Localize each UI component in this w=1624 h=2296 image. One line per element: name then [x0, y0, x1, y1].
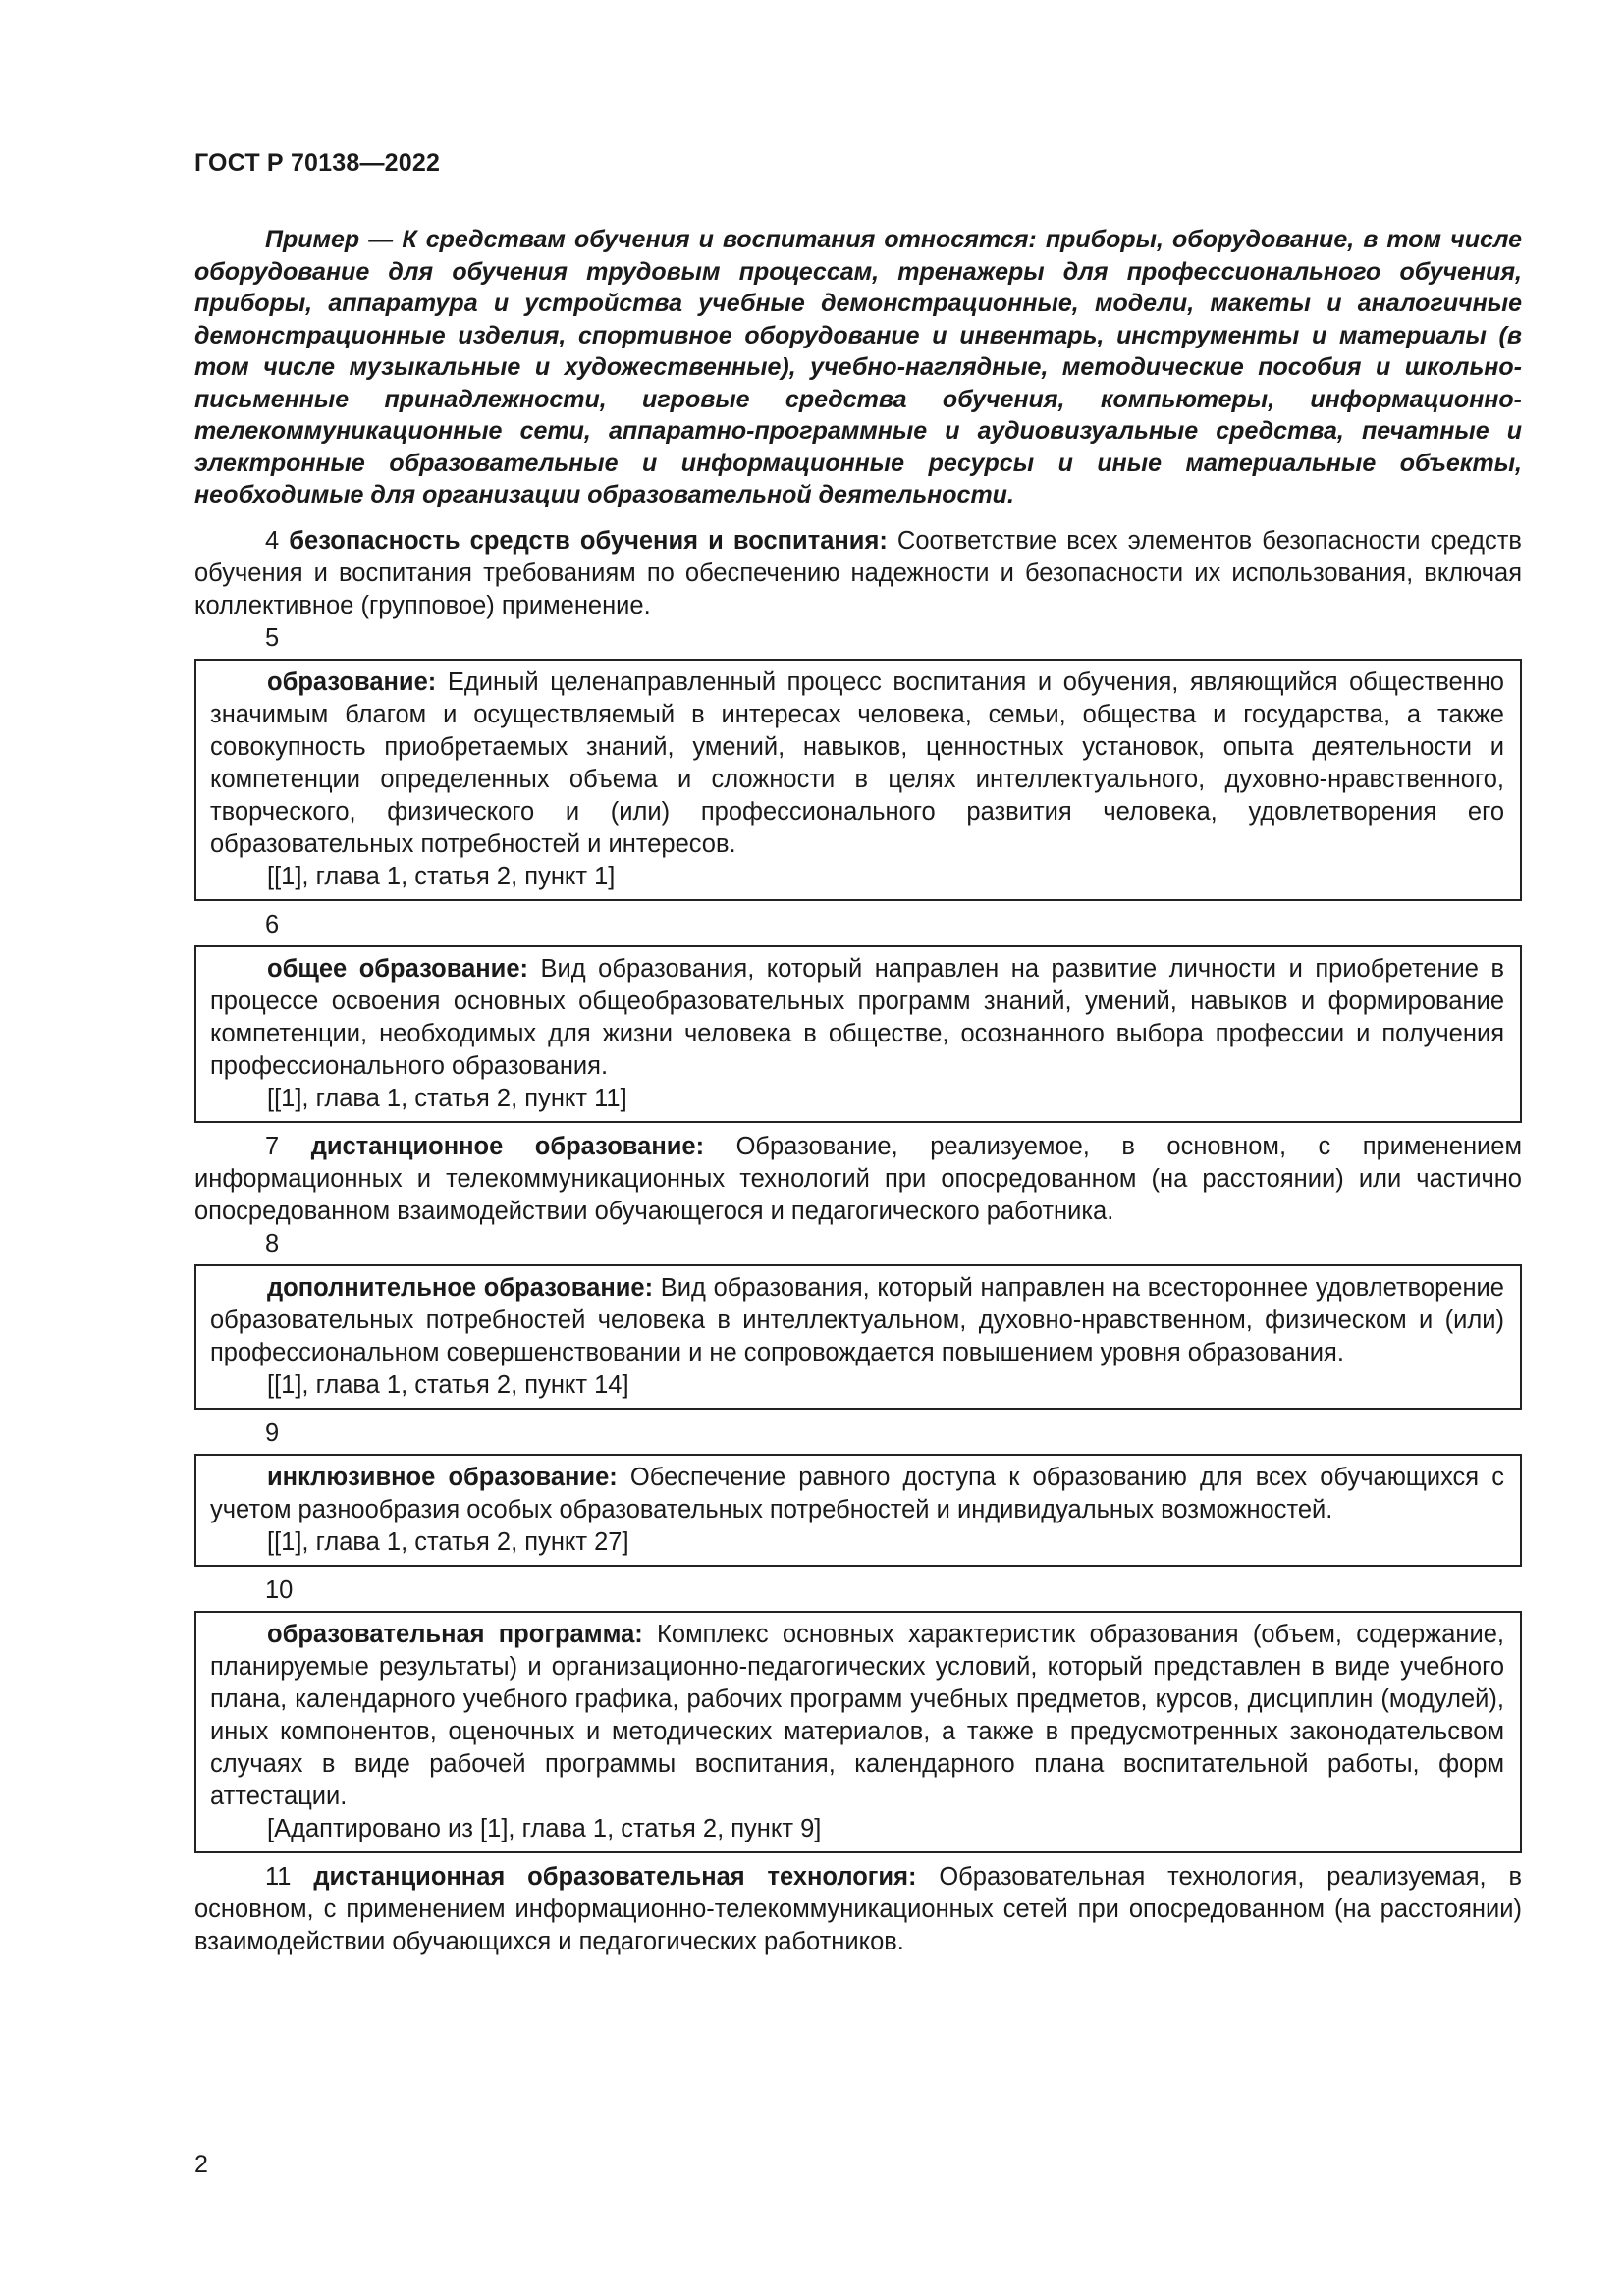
term-name: дополнительное образование:	[267, 1273, 654, 1302]
term-box-9	[194, 1454, 1522, 1567]
term-definition: Комплекс основных характеристик образования (объем, содержание, планируемые результаты) и организационно-педагогических условий, который представлен в виде учебного плана, календарного учебного графика, рабочих программ учебных предметов, курсов, дисциплин (модулей), иных компонентов, оценочных и методических материалов, а также в предусмотренных законодательсвом случаях в виде рабочей программы воспитания, календарного плана воспитательной работы, форм аттестации.	[210, 1620, 1504, 1810]
term-definition: Единый целенаправленный процесс воспитания и обучения, являющийся общественно значимым благом и осуществляемый в интересах человека, семьи, общества и государства, а также совокупность приобретаемых знаний, умений, навыков, ценностных установок, опыта деятельности и компетенции определенных объема и сложности в целях интеллектуального, духовно-нравственного, творческого, физического и (или) профессионального развития человека, удовлетворения его образовательных потребностей и интересов.	[210, 667, 1504, 858]
entry-number-8: 8	[265, 1229, 280, 1257]
term-source: [[1], глава 1, статья 2, пункт 14]	[267, 1370, 629, 1399]
term-name: безопасность средств обучения и воспитания:	[289, 526, 888, 555]
term-definition: Обеспечение равного доступа к образованию для всех обучающихся с учетом разнообразия особых образовательных потребностей и индивидуальных возможностей.	[210, 1463, 1504, 1523]
term-name: образовательная программа:	[267, 1620, 643, 1648]
term-name: дистанционное образование:	[310, 1132, 705, 1160]
term-definition: Вид образования, который направлен на развитие личности и приобретение в процессе освоения основных общеобразовательных программ знаний, умений, навыков и формирование компетенции, необходимых для жизни человека в обществе, осознанного выбора профессии и получения профессионального образования.	[210, 954, 1505, 1080]
term-definition: Образование, реализуемое, в основном, с применением информационных и телекоммуникационных технологий при опосредованном (на расстоянии) или частично опосредованном взаимодействии обучающегося и педагогического работника.	[194, 1132, 1522, 1225]
term-box-6	[194, 945, 1522, 1123]
term-definition: Вид образования, который направлен на всестороннее удовлетворение образовательных потребностей человека в интеллектуальном, духовно-нравственном, физическом и (или) профессиональном совершенствовании и не сопровождается повышением уровня образования.	[210, 1273, 1504, 1366]
term-entry-8	[210, 1272, 1504, 1369]
entry-number: 7	[265, 1132, 280, 1160]
term-name: дистанционная образовательная технология:	[313, 1862, 917, 1891]
example-text: К средствам обучения и воспитания относятся: приборы, оборудование, в том числе оборудование для обучения трудовым процессам, тренажеры для профессионального обучения, приборы, аппаратура и устройства учебные демонстрационные, модели, макеты и аналогичные демонстрационные изделия, спортивное оборудование и инвентарь, инструменты и материалы (в том числе музыкальные и художественные), учебно-наглядные, методические пособия и школьно-письменные принадлежности, игровые средства обучения, компьютеры, информационно-телекоммуникационные сети, аппаратно-программные и аудиовизуальные средства, печатные и электронные образовательные и информационные ресурсы и иные материальные объекты, необходимые для организации образовательной деятельности.	[194, 226, 1522, 508]
entry-number-5: 5	[265, 623, 280, 652]
term-entry-4	[194, 525, 1522, 622]
entry-number-6: 6	[265, 910, 280, 938]
term-source: [[1], глава 1, статья 2, пункт 11]	[267, 1084, 627, 1112]
term-entry-5	[210, 667, 1504, 861]
term-definition: Соответствие всех элементов безопасности средств обучения и воспитания требованиям по обеспечению надежности и безопасности их использования, включая коллективное (групповое) применение.	[194, 526, 1522, 619]
term-source: [Адаптировано из [1], глава 1, статья 2, пункт 9]	[267, 1814, 822, 1842]
entry-number-9: 9	[265, 1418, 280, 1447]
term-definition: Образовательная технология, реализуемая, в основном, с применением информационно-телекоммуникационных сетей при опосредованном (на расстоянии) взаимодействии обучающихся и педагогических работников.	[194, 1862, 1522, 1955]
term-name: образование:	[267, 667, 437, 696]
example-lead: Пример —	[265, 226, 403, 253]
entry-number: 4	[265, 526, 280, 555]
term-entry-10	[210, 1619, 1504, 1813]
document-header: ГОСТ Р 70138—2022	[194, 149, 441, 177]
example-note	[194, 224, 1522, 511]
term-source: [[1], глава 1, статья 2, пункт 1]	[267, 862, 616, 890]
term-entry-7	[194, 1131, 1522, 1228]
term-entry-6	[210, 953, 1504, 1083]
term-source: [[1], глава 1, статья 2, пункт 27]	[267, 1527, 629, 1556]
term-name: общее образование:	[267, 954, 529, 983]
term-box-8	[194, 1264, 1522, 1410]
term-box-10	[194, 1611, 1522, 1853]
term-name: инклюзивное образование:	[267, 1463, 618, 1491]
document-body	[194, 224, 1522, 1958]
term-box-5	[194, 659, 1522, 901]
page-number: 2	[194, 2151, 208, 2178]
term-entry-11	[194, 1861, 1522, 1958]
entry-number: 11	[265, 1862, 292, 1891]
entry-number-10: 10	[265, 1575, 294, 1604]
term-entry-9	[210, 1462, 1504, 1526]
